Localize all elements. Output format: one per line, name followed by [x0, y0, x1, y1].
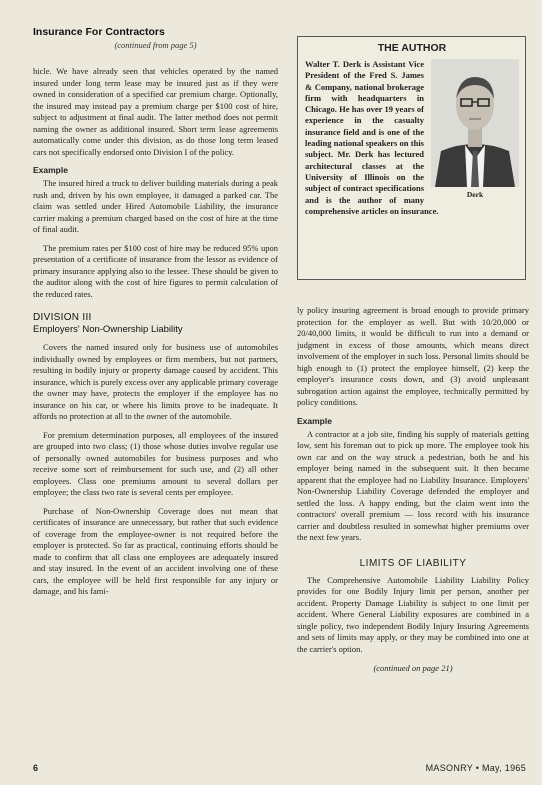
example-label: Example: [33, 165, 68, 175]
example-label: Example: [297, 415, 332, 426]
division-subheading: Employers' Non-Ownership Liability: [33, 324, 183, 335]
paragraph: A contractor at a job site, finding his supply of materials getting low, sent his foreman out to pick up more. The employee took his own car and on the way struck a pedestrian, both he and his employer being named in the subsequent suit. It then became apparent that the employee had no Liability Insurance. Employers' Non-Ownership Liability Coverage defended the employer and settled the loss. A happy ending, but the claim went into the contractors' overall premium — loss record with his insurance carrier and doubtless resulted in somewhat higher premiums over the next few years.: [297, 428, 529, 542]
publication-footer: MASONRY • May, 1965: [425, 763, 526, 773]
limits-heading: LIMITS OF LIABILITY: [359, 557, 467, 569]
continued-from-note: (continued from page 5): [114, 40, 197, 50]
paragraph: Covers the named insured only for business use of automobiles individually owned by employees or firm members, but not partners, resulting in bodily injury or property damage caused by accident. This insurance, which is purely excess over any applicable primary coverage the owner may have, protects the employer if the employee has no insurance on his car, or where his limits prove to be inadequate. It affords no protection at all to the owner of the automobile.: [33, 342, 278, 421]
photo-caption: Derk: [466, 190, 484, 199]
article-title: Insurance For Contractors: [33, 26, 165, 38]
author-heading: THE AUTHOR: [377, 42, 447, 54]
paragraph: Purchase of Non-Ownership Coverage does not mean that certificates of insurance are unnecessary, but rather that such evidence of coverage from the employee-owner is not required before the employer is protected. So far as practical, continuing efforts should be made to confirm that all class one employees are adequately insured and stay insured. In the event of an accident involving one of these cars, the employee will be held first responsible for any injury or damage, and his fami-: [33, 505, 278, 596]
portrait-illustration: [431, 59, 519, 187]
division-heading: DIVISION III: [33, 312, 92, 323]
paragraph: For premium determination purposes, all employees of the insured are grouped into two class; (1) those whose duties involve regular use of personally owned automobiles for business purposes and who receive some sort of reimbursement for such use, and (2) all other employees. Class one premiums amount to several dollars per employee; the class two rate is several cents per employee.: [33, 429, 278, 497]
continued-on-note: (continued on page 21): [373, 663, 453, 673]
right-column: [297, 305, 529, 673]
paragraph: hicle. We have already seen that vehicles operated by the named insured under long term lease may be insured just as if they were owned in consideration of a specified car premium charge. Optionally, the insured may instead pay a premium charge per $100 cost of hire, subject to adjustment at final audit. The latter method does not permit naming the owner as additional insured. Short term lease agreements automatically come under this division, as do those long term leased cars not specifically endorsed onto Division I of the policy.: [33, 66, 278, 157]
author-box: [297, 36, 526, 280]
author-bio: Walter T. Derk is Assistant Vice President of the Fred S. James & Company, national brokerage firm with headquarters in Chicago. He has over 19 years of experience in the casualty insurance field and is one of the leading national speakers on this subject. Mr. Derk has lectured architectural classes at the University of Illinois on the subject of contract specifications and is the author of many comprehensive articles on insurance.: [305, 59, 439, 216]
page-number: 6: [33, 763, 39, 773]
paragraph: The Comprehensive Automobile Liability Liability Policy provides for one Bodily Injury limit per person, another per accident. Property Damage Liability is subject to one limit per accident. Where General Liability exposures are combined in a single policy, two independent Bodily Injury Insuring Agreements and sets of limits may apply, or they may be combined into one at the carrier's option.: [297, 574, 529, 654]
left-column: [33, 26, 278, 605]
paragraph: ly policy insuring agreement is broad enough to provide primary protection for the employer as well. But with 10/20,000 or 20/40,000 limits, it would be difficult to run into a demand or judgment in excess of those amounts, which means direct involvement of the employer in such loss. Personal limits should be high enough to (1) protect the employee himself, (2) keep the employer's insurance costs down, and (3) avoid unpleasant subrogation action against the employee, technically permitted by policy conditions.: [297, 305, 529, 407]
paragraph: The insured hired a truck to deliver building materials during a peak rush and, driven by his own employee, it damaged a parked car. The claim was settled under Hired Automobile Liability, the insurance carrier making a premium charged based on the cost of hire at the time of final audit.: [33, 178, 278, 234]
author-body: [305, 59, 519, 217]
author-photo: [431, 59, 519, 201]
author-portrait: [431, 59, 519, 187]
paragraph: The premium rates per $100 cost of hire may be reduced 95% upon presentation of a certificate of insurance from the lessor as evidence of primary insurance applying also to the lessee. These should be given to the auditor along with the cost of hire figures to permit calculation of the reduced rates.: [33, 242, 278, 299]
